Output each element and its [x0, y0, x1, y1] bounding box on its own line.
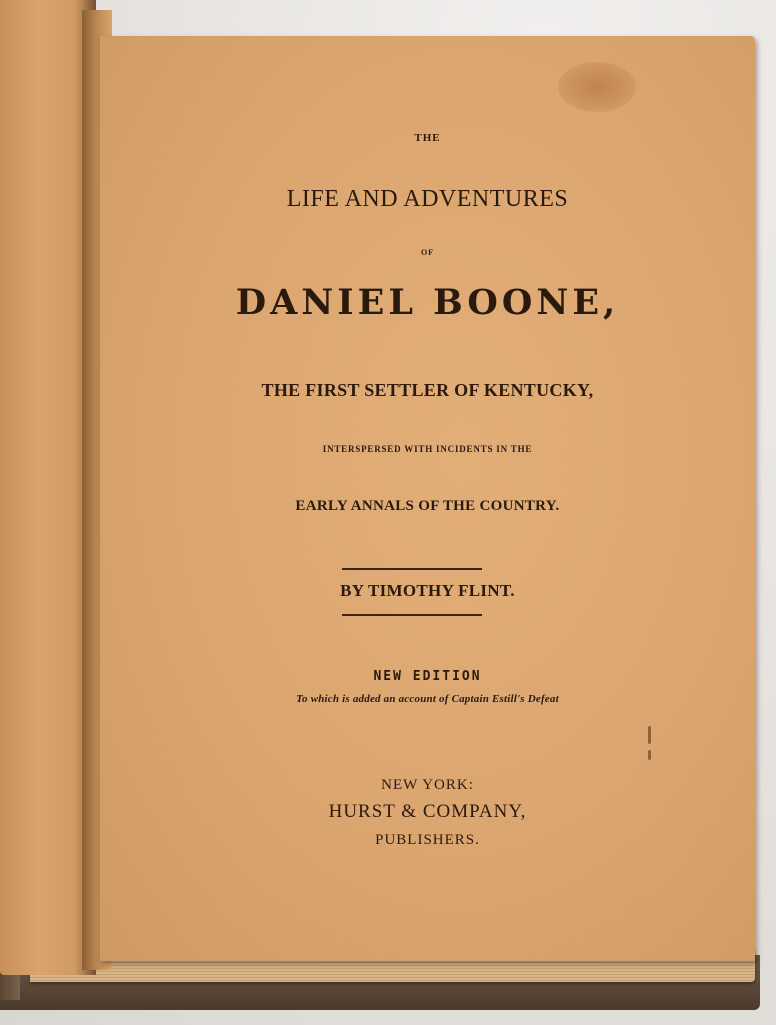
edition-note: To which is added an account of Captain Estill's Defeat: [296, 693, 559, 705]
book-title: LIFE AND ADVENTURES: [286, 186, 569, 212]
author-line: BY TIMOTHY FLINT.: [340, 581, 515, 600]
title-page: [100, 36, 755, 961]
publisher-name: HURST & COMPANY,: [328, 801, 527, 822]
edition-label: NEW EDITION: [373, 669, 482, 684]
rule-above-author: [342, 568, 482, 570]
title-of: OF: [420, 248, 435, 257]
subtitle-line-2: INTERSPERSED WITH INCIDENTS IN THE: [322, 444, 533, 454]
ink-mark: [648, 726, 651, 744]
page-stain: [558, 62, 636, 112]
subtitle-line-3: EARLY ANNALS OF THE COUNTRY.: [295, 498, 560, 514]
book-subject: DANIEL BOONE,: [235, 282, 620, 323]
rule-below-author: [342, 614, 482, 616]
book-subtitle: THE FIRST SETTLER OF KENTUCKY,: [261, 380, 594, 400]
publisher-city: NEW YORK:: [381, 777, 474, 793]
title-article: THE: [414, 132, 441, 144]
publisher-label: PUBLISHERS.: [375, 832, 480, 848]
ink-mark: [648, 750, 651, 760]
